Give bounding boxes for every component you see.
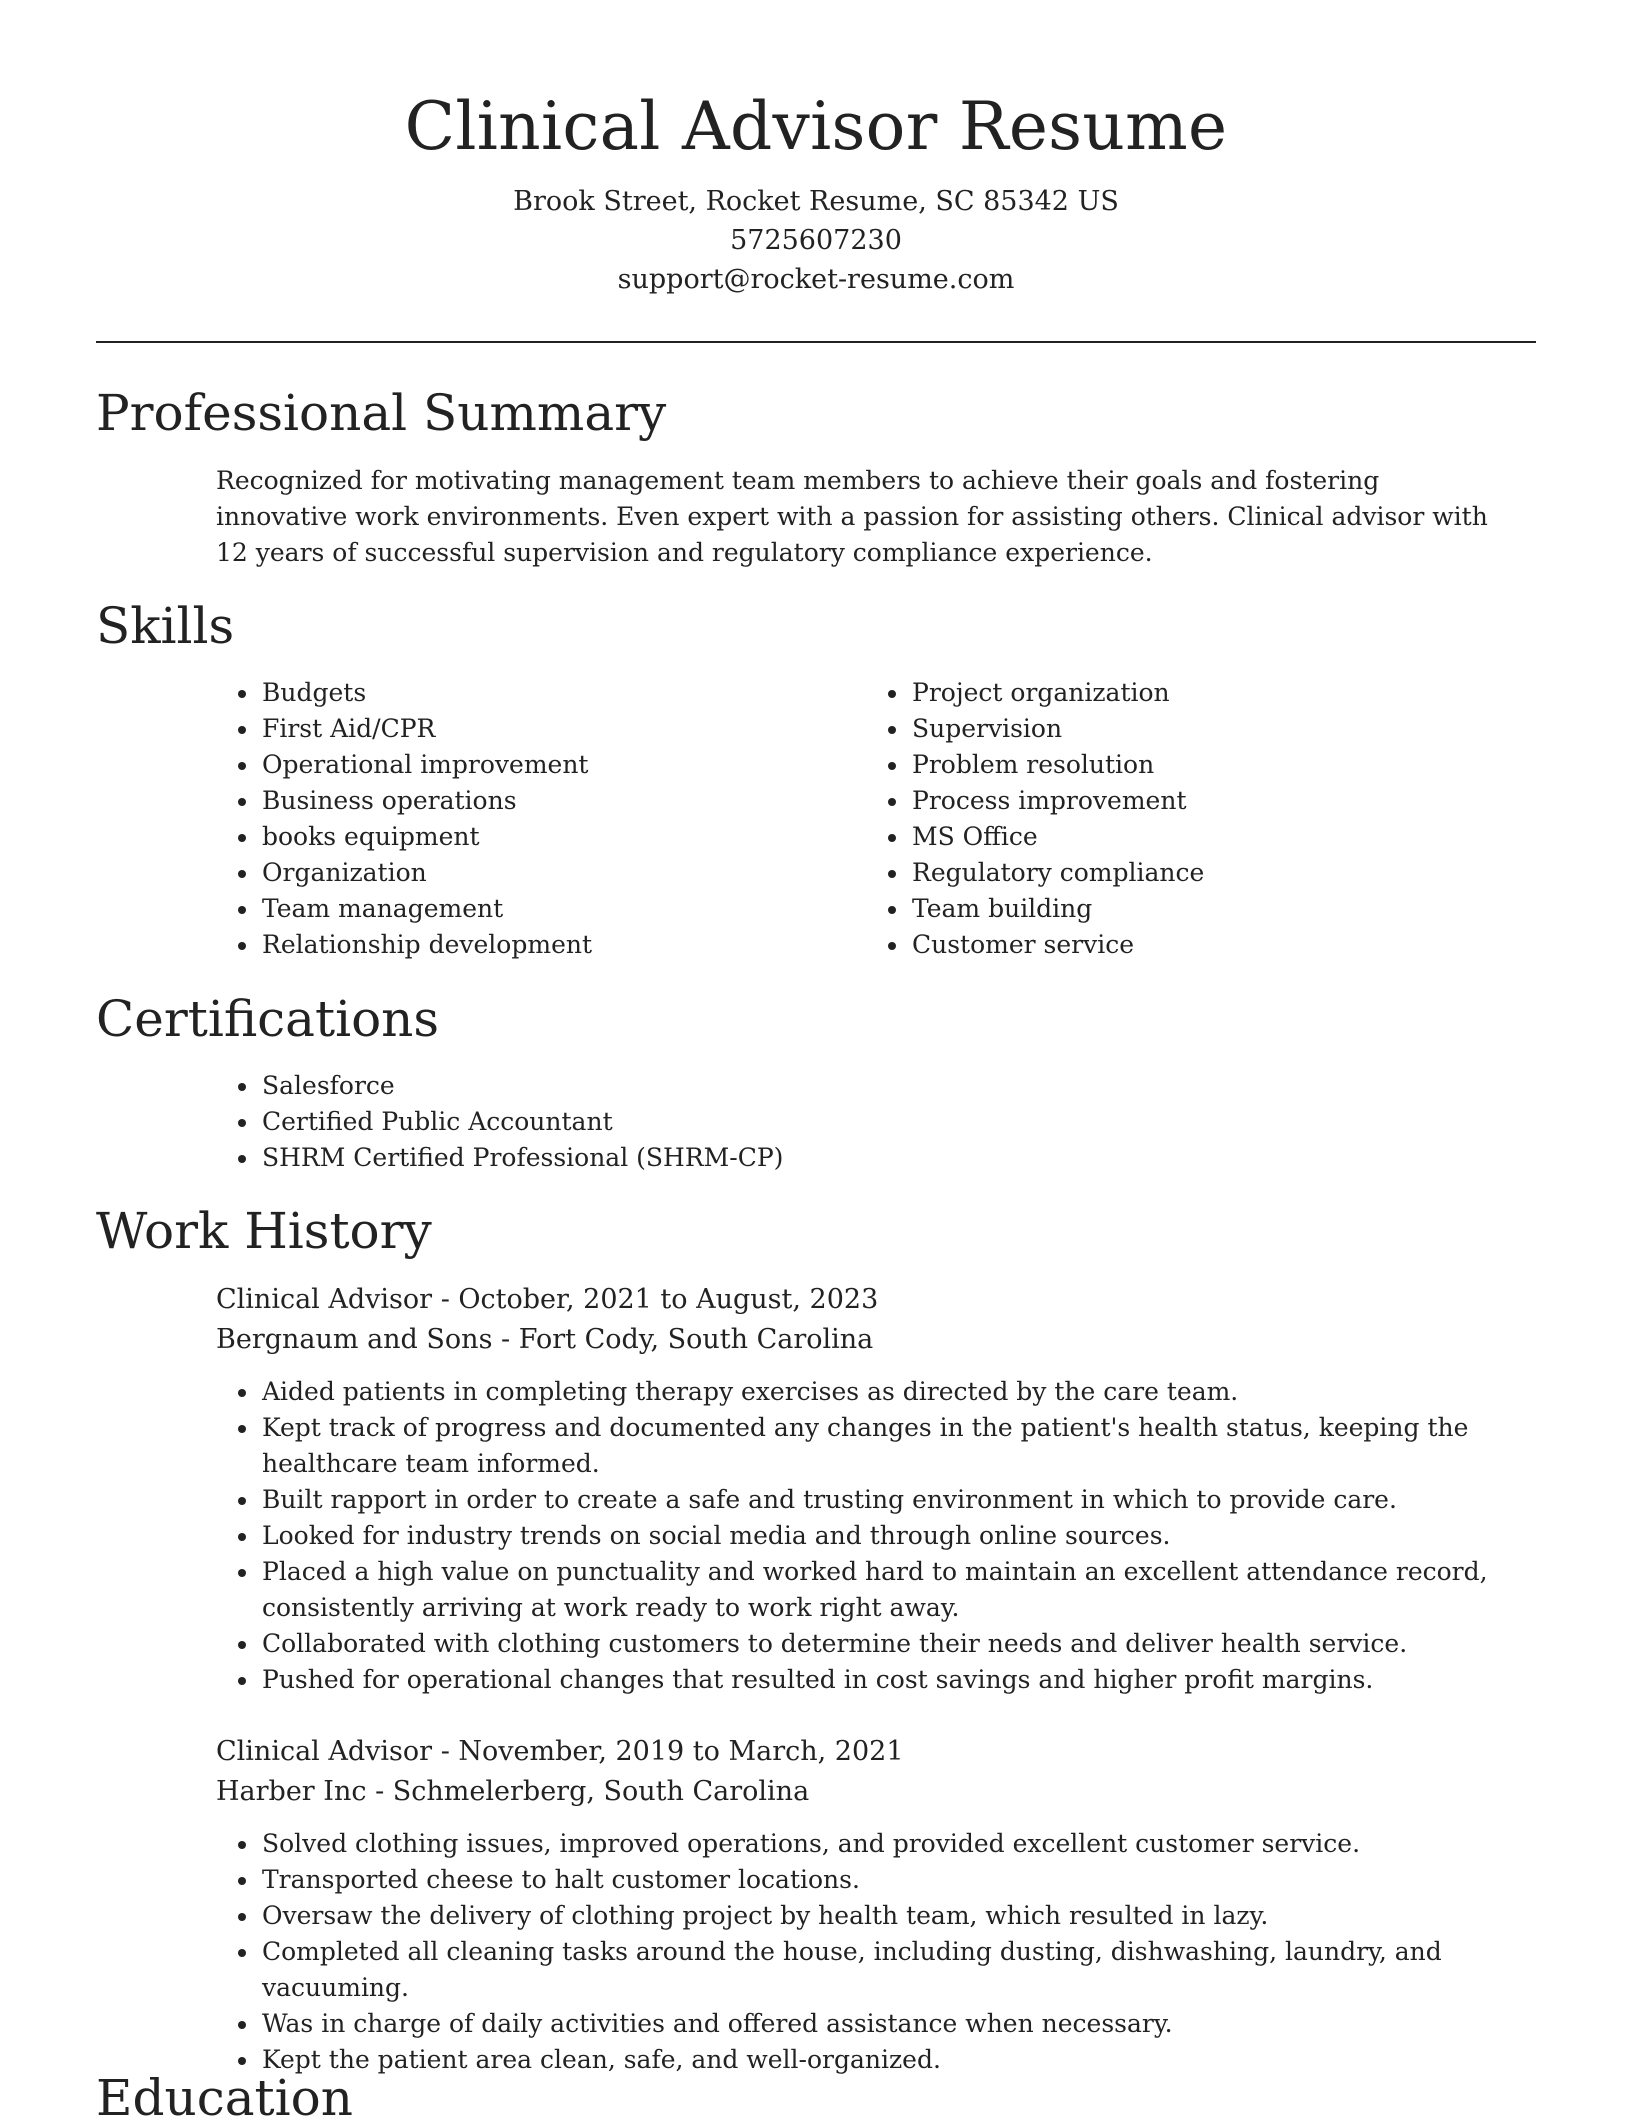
skill-item: • Operational improvement xyxy=(260,747,836,783)
skill-item: • Team management xyxy=(260,891,836,927)
work-history-heading: Work History xyxy=(96,1202,432,1260)
job-bullet: • Was in charge of daily activities and offered assistance when necessary. xyxy=(260,2006,1526,2042)
certification-item: • SHRM Certified Professional (SHRM-CP) xyxy=(260,1140,1216,1176)
resume-header xyxy=(96,82,1536,299)
job-bullet: • Oversaw the delivery of clothing project by health team, which resulted in lazy. xyxy=(260,1898,1526,1934)
job-separator: - xyxy=(501,1324,519,1355)
job-company-line xyxy=(216,1320,1516,1360)
job-bullet: • Collaborated with clothing customers to determine their needs and deliver health service. xyxy=(260,1626,1526,1662)
skill-item: • Budgets xyxy=(260,675,836,711)
skill-item: • Project organization xyxy=(910,675,1506,711)
education-heading: Education xyxy=(96,2069,353,2127)
summary-heading: Professional Summary xyxy=(96,384,667,442)
job-separator: - xyxy=(375,1776,393,1807)
job-location: Schmelerberg, South Carolina xyxy=(392,1776,810,1807)
job-bullet: • Transported cheese to halt customer locations. xyxy=(260,1862,1526,1898)
skill-item: • Process improvement xyxy=(910,783,1506,819)
skill-item: • Customer service xyxy=(910,927,1506,963)
skill-item: • Relationship development xyxy=(260,927,836,963)
job-title: Clinical Advisor xyxy=(216,1736,433,1767)
job-title-line xyxy=(216,1732,1516,1772)
job-dates: November, 2019 to March, 2021 xyxy=(458,1736,904,1767)
skill-item: • Regulatory compliance xyxy=(910,855,1506,891)
page-title: Clinical Advisor Resume xyxy=(404,88,1228,165)
job-bullet: • Placed a high value on punctuality and worked hard to maintain an excellent attendance record, consistently arriving at work ready to work right away. xyxy=(260,1554,1526,1626)
job-bullet: • Kept track of progress and documented any changes in the patient's health status, keeping the healthcare team informed. xyxy=(260,1410,1526,1482)
job-location: Fort Cody, South Carolina xyxy=(518,1324,874,1355)
skill-item: • books equipment xyxy=(260,819,836,855)
certification-item: • Certified Public Accountant xyxy=(260,1104,1216,1140)
certification-item: • Salesforce xyxy=(260,1068,1216,1104)
certifications-list xyxy=(216,1068,1216,1176)
skills-column-left xyxy=(216,675,836,963)
skills-heading: Skills xyxy=(96,597,235,655)
job-company: Harber Inc xyxy=(216,1776,367,1807)
skill-item: • Supervision xyxy=(910,711,1506,747)
contact-address: Brook Street, Rocket Resume, SC 85342 US xyxy=(513,186,1119,217)
job-title-line xyxy=(216,1280,1516,1320)
job-company-line xyxy=(216,1772,1516,1812)
skill-item: • Problem resolution xyxy=(910,747,1506,783)
job-bullet: • Solved clothing issues, improved operations, and provided excellent customer service. xyxy=(260,1826,1526,1862)
job-bullet: • Aided patients in completing therapy exercises as directed by the care team. xyxy=(260,1374,1526,1410)
job-bullet: • Kept the patient area clean, safe, and well-organized. xyxy=(260,2042,1526,2078)
job-bullet: • Looked for industry trends on social media and through online sources. xyxy=(260,1518,1526,1554)
job-bullet: • Pushed for operational changes that resulted in cost savings and higher profit margins. xyxy=(260,1662,1526,1698)
skill-item: • Team building xyxy=(910,891,1506,927)
job-separator: - xyxy=(440,1284,459,1315)
job-bullets xyxy=(216,1826,1526,2078)
certifications-heading: Certifications xyxy=(96,990,440,1048)
skills-column-right xyxy=(866,675,1506,963)
skill-item: • First Aid/CPR xyxy=(260,711,836,747)
job-bullets xyxy=(216,1374,1526,1698)
job-bullet: • Completed all cleaning tasks around the house, including dusting, dishwashing, laundry, and vacuuming. xyxy=(260,1934,1526,2006)
job-company: Bergnaum and Sons xyxy=(216,1324,493,1355)
job-dates: October, 2021 to August, 2023 xyxy=(458,1284,879,1315)
contact-email: support@rocket-resume.com xyxy=(617,264,1015,295)
contact-block xyxy=(96,182,1536,299)
job-title: Clinical Advisor xyxy=(216,1284,433,1315)
job-bullet: • Built rapport in order to create a safe and trusting environment in which to provide care. xyxy=(260,1482,1526,1518)
summary-text: Recognized for motivating management team members to achieve their goals and fostering innovative work environments. Even expert with a passion for assisting others. Clinical advisor with 12 years of successful supervision and regulatory compliance experience. xyxy=(216,466,1488,567)
job-separator: - xyxy=(440,1736,459,1767)
contact-phone: 5725607230 xyxy=(730,225,902,256)
skill-item: • Business operations xyxy=(260,783,836,819)
header-divider xyxy=(96,341,1536,343)
skill-item: • MS Office xyxy=(910,819,1506,855)
skill-item: • Organization xyxy=(260,855,836,891)
